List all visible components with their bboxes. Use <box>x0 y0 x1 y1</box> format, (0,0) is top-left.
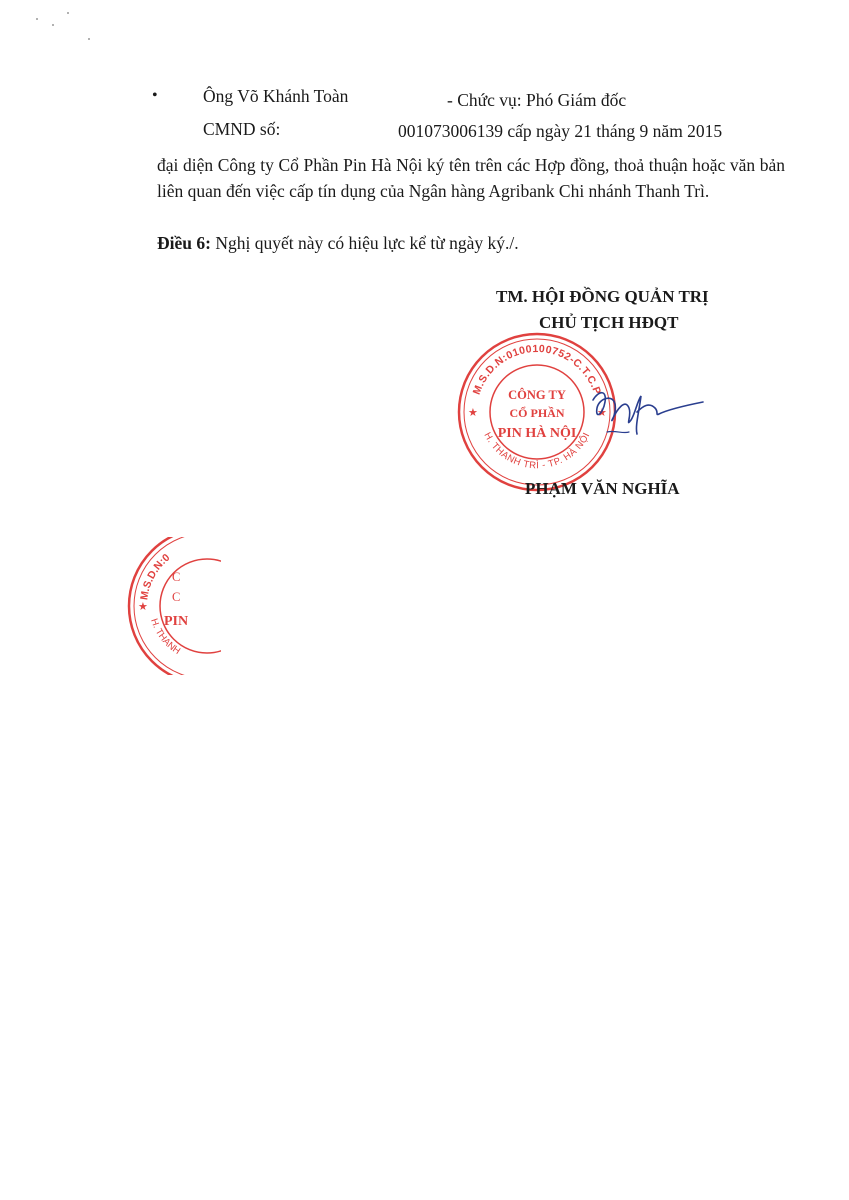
article-6-text: Nghị quyết này có hiệu lực kể từ ngày ký./. <box>210 233 519 253</box>
scan-speck <box>36 18 38 20</box>
seal-line-3: PIN HÀ NỘI <box>497 426 577 441</box>
list-bullet: • <box>152 87 158 104</box>
scan-speck <box>52 24 54 26</box>
partial-seal-line-1: C <box>172 570 181 584</box>
partial-seal-star: ★ <box>138 601 148 613</box>
partial-seal <box>126 537 221 675</box>
partial-seal-ring-top-text: M.S.D.N:0 <box>138 551 173 601</box>
article-6-label: Điều 6: <box>157 233 211 253</box>
id-card-value: 001073006139 cấp ngày 21 tháng 9 năm 2015 <box>398 121 723 141</box>
partial-seal-ring-bottom-text: H. THANH <box>148 617 183 657</box>
article-6 <box>157 233 519 254</box>
authorization-paragraph: đại diện Công ty Cổ Phần Pin Hà Nội ký tên trên các Hợp đồng, thoả thuận hoặc văn bản liên quan đến việc cấp tín dụng của Ngân hàng Agribank Chi nhánh Thanh Trì. <box>157 155 785 201</box>
scan-speck <box>67 12 69 14</box>
handwritten-signature <box>585 368 705 448</box>
chairman-title: CHỦ TỊCH HĐQT <box>539 313 679 332</box>
board-title: TM. HỘI ĐỒNG QUẢN TRỊ <box>496 287 709 306</box>
seal-ring-bottom-text: H. THANH TRÌ - TP. HÀ NỘI <box>481 430 593 472</box>
id-card-label: CMND số: <box>203 119 281 139</box>
representative-name: Ông Võ Khánh Toàn <box>203 86 349 106</box>
seal-ring-top-text: M.S.D.N:0100100752-C.T.C.P <box>470 342 604 397</box>
seal-star-right: ★ <box>597 407 607 419</box>
seal-line-2: CỔ PHẦN <box>509 406 565 420</box>
representative-position: - Chức vụ: Phó Giám đốc <box>447 90 627 110</box>
seal-star-left: ★ <box>468 407 478 419</box>
partial-seal-line-3: PIN <box>164 614 189 629</box>
partial-seal-line-2: C <box>172 590 181 604</box>
scan-speck <box>88 38 90 40</box>
seal-line-1: CÔNG TY <box>508 388 566 402</box>
signer-name: PHẠM VĂN NGHĨA <box>525 479 680 498</box>
